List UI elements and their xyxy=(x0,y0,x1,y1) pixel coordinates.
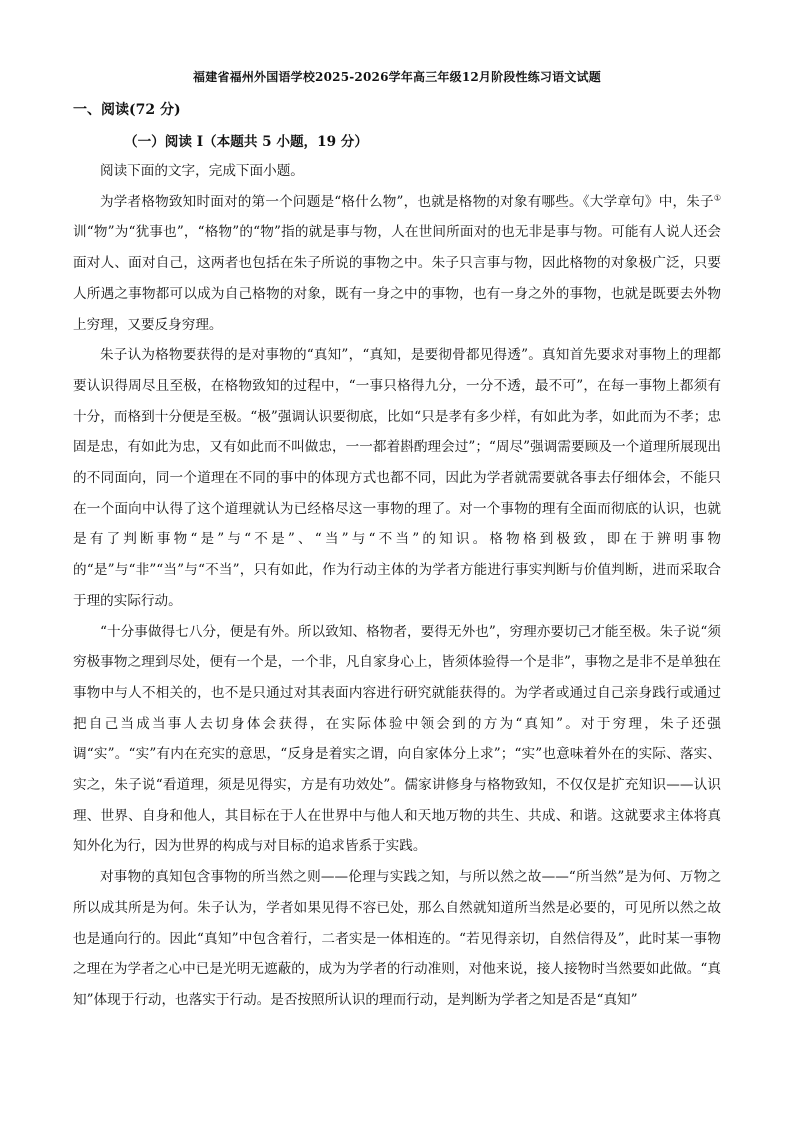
paragraph-1-part-2: 训“物”为“犹事也”，“格物”的“物”指的就是事与物，人在世间所面对的也无非是事与物。可能有人说人还会面对人、面对自己，这两者也包括在朱子所说的事物之中。朱子只言事与物，因此格物的对象极广泛，只要人所遇之事物都可以成为自己格物的对象，既有一身之中的事物，也有一身之外的事物，也就是既要去外物上穷理，又要反身穷理。 xyxy=(73,224,721,333)
document-title: 福建省福州外国语学校2025-2026学年高三年级12月阶段性练习语文试题 xyxy=(193,70,601,84)
paragraph-4: 对事物的真知包含事物的所当然之则——伦理与实践之知，与所以然之故——“所当然”是为何、万物之所以成其所是为何。朱子认为，学者如果见得不容已处，那么自然就知道所当然是必要的，可见所以然之故也是通向行的。因此“真知”中包含着行，二者实是一体相连的。“若见得亲切，自然信得及”，此时某一事物之理在为学者之心中已是光明无遮蔽的，成为为学者的行动准则，对他来说，接人接物时当然要如此做。“真知”体现于行动，也落实于行动。是否按照所认识的理而行动，是判断为学者之知是否是“真知” xyxy=(73,869,721,1008)
passage-body xyxy=(73,156,721,1016)
paragraph-2: 朱子认为格物要获得的是对事物的“真知”，“真知，是要彻骨都见得透”。真知首先要求对事物上的理都要认识得周尽且至极，在格物致知的过程中，“一事只格得九分，一分不透，最不可”，在每一事物上都须有十分，而格到十分便是至极。“极”强调认识要彻底，比如“只是孝有多少样，有如此为孝，如此而为不孝；忠固是忠，有如此为忠，又有如此而不叫做忠，一一都着斟酌理会过”；“周尽”强调需要顾及一个道理所展现出的不同面向，同一个道理在不同的事中的体现方式也都不同，因此为学者就需要就各事去仔细体会，不能只在一个面向中认得了这个道理就认为已经格尽这一事物的理了。对一个事物的理有全面而彻底的认识，也就是有了判断事物“是”与“不是”、“当”与“不当”的知识。格物格到极致，即在于辨明事物的“是”与“非”“当”与“不当”，只有如此，作为行动主体的为学者方能进行事实判断与价值判断，进而采取合于理的实际行动。 xyxy=(73,347,721,609)
paragraph-1 xyxy=(73,187,721,341)
section-heading: 一、阅读(72 分) xyxy=(73,102,181,118)
instruction-paragraph: 阅读下面的文字，完成下面小题。 xyxy=(100,163,304,179)
footnote-marker: ① xyxy=(713,193,721,203)
sub-heading: （一）阅读 I（本题共 5 小题，19 分） xyxy=(124,134,368,150)
paragraph-1-part-1: 为学者格物致知时面对的第一个问题是“格什么物”，也就是格物的对象有哪些。《大学章句》中，朱子 xyxy=(100,193,714,210)
paragraph-3: “十分事做得七八分，便是有外。所以致知、格物者，要得无外也”，穷理亦要切己才能至极。朱子说“须穷极事物之理到尽处，便有一个是，一个非，凡自家身心上，皆须体验得一个是非”，事物之是非不是单独在事物中与人不相关的，也不是只通过对其表面内容进行研究就能获得的。为学者或通过自己亲身践行或通过把自己当成当事人去切身体会获得，在实际体验中领会到的方为“真知”。对于穷理，朱子还强调“实”。“实”有内在充实的意思，“反身是着实之谓，向自家体分上求”；“实”也意味着外在的实际、落实、实之，朱子说“看道理，须是见得实，方是有功效处”。儒家讲修身与格物致知，不仅仅是扩充知识——认识理、世界、自身和他人，其目标在于人在世界中与他人和天地万物的共生、共成、和谐。这就要求主体将真知外化为行，因为世界的构成与对目标的追求皆系于实践。 xyxy=(73,623,721,855)
